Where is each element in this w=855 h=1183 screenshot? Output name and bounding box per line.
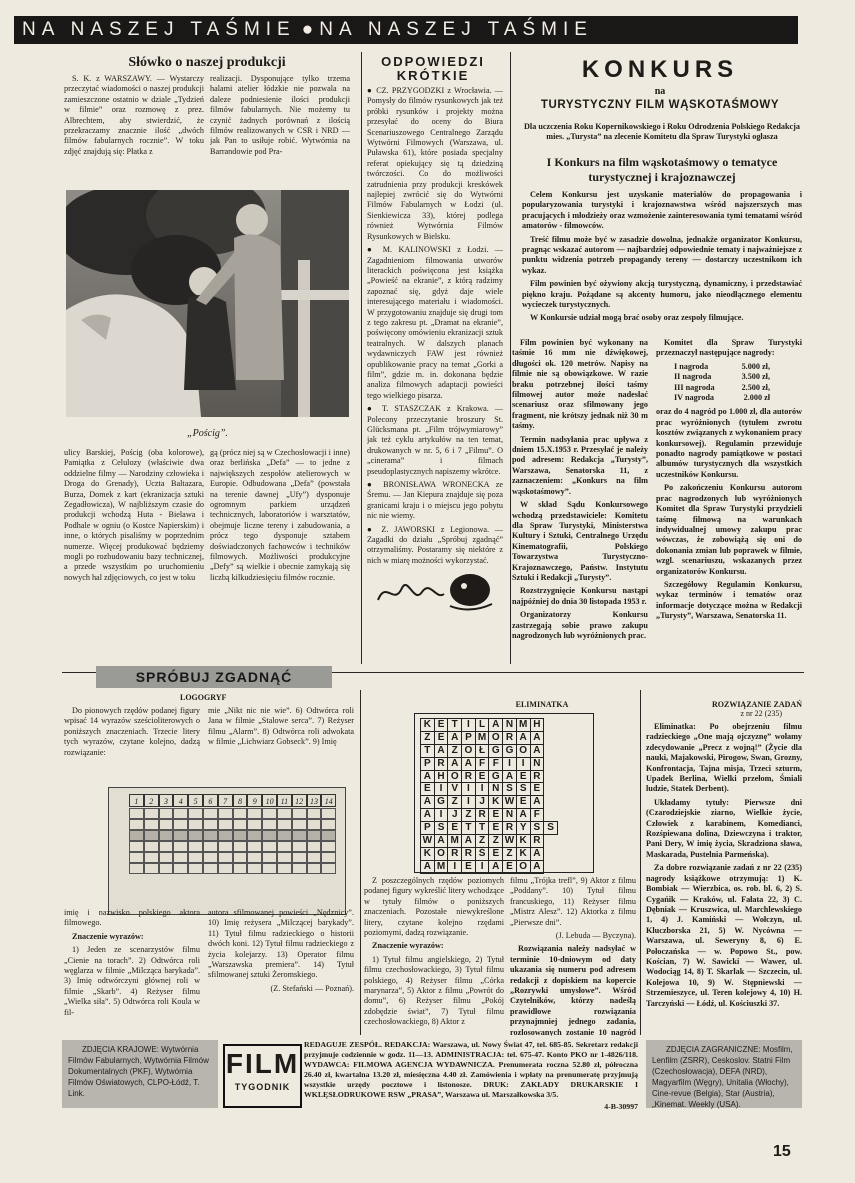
eliminatka-cell: A <box>421 796 435 809</box>
eliminatka-cell: A <box>530 860 544 873</box>
solutions-text: Za dobre rozwiązanie zadań z nr 22 (235) nagrody książkowe otrzymują: 1) K. Bombiak — Wierzbica, os. rob. bl. 6, 2) S. Cygańik — Kraków, ul. Fałata 22, 3) C. Dębniak — Kruszwica, ul. Marchlewskiego 1, 4) J. Kamiński — Wołczyn, ul. Kluczborska 21, 5) W. Nycówna — Warszawa, ul. Seweryny 8, 6) E. Połoczańska — w. Popowo St., pow. Kościan, 7) W. Sawicki — Wawer, ul. Wodociąg 14, 8) T. Skarlak — Szczecin, ul. Kolejowa 10, 9) W. Stępniewski — Strzemieszyce, ul. Teren kolejowy 4, 10) H. Tarczyński — Łódź, ul. Kościuszki 37. <box>646 863 802 1008</box>
eliminatka-cell: N <box>503 719 517 732</box>
eliminatka-cell: G <box>434 796 448 809</box>
grid-number: 10 <box>262 794 277 807</box>
eliminatka-cell: I <box>462 796 476 809</box>
contest-paragraph: Organizatorzy Konkursu zastrzegają sobie prawo zakupu nagrodzonych lub wyróżnionych prac. <box>512 610 648 640</box>
eliminatka-cell: I <box>434 783 448 796</box>
slowko-col-2 <box>210 74 350 186</box>
eliminatka-cell: Y <box>516 822 530 835</box>
logogriph-col-4 <box>208 908 354 1036</box>
eliminatka-cell: W <box>503 796 517 809</box>
logogriph-text: Do pionowych rzędów podanej figury wpisać 14 wyrazów sześcioliterowych o poniższych znaczeniach. Trzecie litery tych wyrazów, czytane kolejno, dadzą rozwiązanie: <box>64 706 200 757</box>
eliminatka-cell: J <box>448 809 462 822</box>
eliminatka-cell: L <box>475 719 489 732</box>
eliminatka-cell: F <box>530 809 544 822</box>
prize-amount: 2.000 zł <box>743 393 770 403</box>
eliminatka-cell: E <box>489 809 503 822</box>
logogriph-text: 1) Jeden ze scenarzystów filmu „Cienie na torach”. 2) Odtwórca roli węglarza w filmie „Milcząca barykada”. 3) Imię odtwórczyni głównej roli w filmie „Skarb”. 4) Reżyser filmu „Wielka siła”. 5) Odtwórca roli Koula w fil- <box>64 945 200 1017</box>
eliminatka-cell: E <box>462 860 476 873</box>
eliminatka-cell: G <box>489 744 503 757</box>
eliminatka-cell: O <box>489 731 503 744</box>
prize-amount: 5.000 zł, <box>741 361 770 371</box>
banner-left: NA NASZEJ TAŚMIE <box>22 19 296 40</box>
eliminatka-author: (J. Lebuda — Byczyna). <box>555 931 636 941</box>
eliminatka-cell: A <box>516 809 530 822</box>
eliminatka-cell: E <box>421 783 435 796</box>
eliminatka-grid <box>420 718 558 874</box>
eliminatka-row <box>421 847 558 860</box>
banner-separator: ● <box>301 19 314 40</box>
answers-title-line-1: ODPOWIEDZI <box>381 54 485 69</box>
eliminatka-cell: E <box>448 822 462 835</box>
eliminatka-cell: O <box>516 860 530 873</box>
eliminatka-cell: K <box>516 847 530 860</box>
eliminatka-row <box>421 757 558 770</box>
column-divider <box>361 52 362 664</box>
eliminatka-cell: R <box>462 847 476 860</box>
eliminatka-cell: E <box>475 770 489 783</box>
photo-caption: „Pościg”. <box>187 428 228 439</box>
eliminatka-cell: F <box>475 757 489 770</box>
eliminatka-cell: Z <box>489 835 503 848</box>
eliminatka-cell: W <box>503 835 517 848</box>
eliminatka-cell: E <box>489 822 503 835</box>
eliminatka-cell: M <box>434 860 448 873</box>
photo-illustration <box>66 190 349 417</box>
eliminatka-row <box>421 822 558 835</box>
eliminatka-cell: P <box>462 731 476 744</box>
eliminatka-cell: O <box>462 744 476 757</box>
column-divider <box>360 690 361 1035</box>
eliminatka-row <box>421 783 558 796</box>
eliminatka-cell: S <box>434 822 448 835</box>
grid-row <box>129 808 336 819</box>
eliminatka-cell: A <box>503 770 517 783</box>
grid-row <box>129 841 336 852</box>
slowko-paragraph: realizacji. Dysponujące tylko trzema halami atelier łódzkie nie pozwala na daleze podniesienie ilości produkcji filmów fabularnych. Nie możemy tu czynić żadnych porównań z ilością filmów realizowanych w CSR i NRD — jak Pan to usiłuje robić. Wytwórnia na Barrandowie pod Pra- <box>210 74 350 156</box>
eliminatka-cell: H <box>434 770 448 783</box>
eliminatka-cell: K <box>489 796 503 809</box>
eliminatka-cell: G <box>489 770 503 783</box>
answers-title-line-2: KRÓTKIE <box>396 68 470 83</box>
contest-paragraph: Treść filmu może być w zasadzie dowolna, jednakże organizator Konkursu, pragnąc wskazać autorom — najbardziej odpowiednie tematy i najważniejsze z punktu widzenia potrzeb propagandy tereny — dostarczy uczestnikom ich wykaz. <box>522 234 802 275</box>
column-divider <box>640 690 641 1035</box>
eliminatka-cell: R <box>434 757 448 770</box>
eliminatka-text: Rozwiązania należy nadsyłać w terminie 10-dniowym od daty ukazania się numeru pod adresem redakcji z dopiskiem na kopercie „Rozrywki umysłowe”. Wśród Czytelników, którzy nadeślą prawidłowe rozwiązania przynajmniej jednego zadania, rozlosowanych zostanie 10 nagród <box>510 944 636 1036</box>
eliminatka-cell: E <box>434 731 448 744</box>
eliminatka-cell: Z <box>421 731 435 744</box>
eliminatka-cell: A <box>421 809 435 822</box>
eliminatka-cell: A <box>421 770 435 783</box>
answers-column <box>367 86 503 641</box>
logogriph-text: mie „Nikt nic nie wie”. 6) Odtwórca roli Jana w filmie „Stalowe serca”. 7) Reżyser filmu „Alarm”. 8) Odtwórca roli adwokata w filmie „Lichwiarz Gobseck”. 9) Imię <box>208 706 354 747</box>
eliminatka-cell: A <box>530 744 544 757</box>
eliminatka-row <box>421 835 558 848</box>
eliminatka-cell: T <box>475 822 489 835</box>
eliminatka-cell: E <box>516 796 530 809</box>
contest-paragraph: Po zakończeniu Konkursu autorom prac nagrodzonych lub wyróżnionych Komitet dla Spraw Turystyki przydzieli taśmę filmową na warunkach indywidualnej umowy zakupu prac wówczas, że zobowiążą się oni do dokonania zmian lub poprawek w filmie, wzgl. scenariuszu, wskazanych przez organizatorów Konkursu. <box>656 483 802 576</box>
eliminatka-text: filmu „Trójka trefl”, 9) Aktor z filmu „Poddany”. 10) Tytuł filmu francuskiego, 11) Reżyser filmu „Mistrz Alesz”. 12) Aktorka z filmu „Pierwsze dni”. <box>510 876 636 927</box>
slowko-paragraph: gą (prócz niej są w Czechosłowacji i inne) oraz berlińska „Defa” — to jedne z największych zespołów atelierowych w Europie. Odbudowana „Defa” (powstała na terenie dawnej „Ufy”) dysponuje ogromnym parkiem urządzeń technicznych, laboratoriów i warsztatów, obejmuje liczne tereny i zabudowania, a prócz tego dysponuje sztabem doświadczonych fachowców i techników filmowych. Możliwości produkcyjne „Defy” są wielkie i obecnie zamykają się liczbą kilkudziesięciu filmów rocznie. <box>210 448 350 582</box>
eliminatka-cell: S <box>530 822 544 835</box>
eliminatka-cell: O <box>448 770 462 783</box>
eliminatka-cell: G <box>503 744 517 757</box>
logogriph-col-1 <box>64 706 200 786</box>
answer-item: ● M. KALINOWSKI z Łodzi. — Zagadnieniom filmowania utworów literackich poświęcona jest książka „Powieść na ekranie”, z którą radzimy zapoznać się, gdyż daje wiele interesującego materiału i wiadomości. W przygotowaniu znajduje się drugi tom z tego zakresu pt. „Dramat na ekranie”, poświęcony omówieniu ekranizacji sztuk teatralnych. W dalszych planach wydawniczych FAW jest również opublikowanie pracy na temat „Gorki a film”, gdzie m. in. dokonana będzie analiza filmowych adaptacji powieści tego wielkiego pisarza. <box>367 245 503 400</box>
eliminatka-cell: A <box>489 860 503 873</box>
grid-row <box>129 863 336 874</box>
grid-number: 14 <box>321 794 336 807</box>
eliminatka-cell: J <box>475 796 489 809</box>
imprint-text: REDAGUJE ZESPÓŁ. REDAKCJA: Warszawa, ul. Nowy Świat 47, tel. 685-85. Sekretarz redakcji przyjmuje codziennie w godz. 11—13. ADMINISTRACJA: tel. 675-47. Konto PKO nr 1-4826/118. WYDAWCA: FILMOWA AGENCJA WYDAWNICZA. Prenumerata roczna 52.80 zł, półroczna 26.40 zł, kwartalna 13.20 zł, miesięczna 4.40 zł. Zamówienia i wpłaty na prenumeratę przyjmują wszystkie urzędy pocztowe i listonosze. DRUK: ZAKŁADY DRUKARSKIE I WKLĘSŁODRUKOWE RSW „PRASA”, Warszawa ul. Marszałkowska 3/5. <box>304 1040 638 1099</box>
eliminatka-cell: I <box>448 860 462 873</box>
eliminatka-cell: P <box>421 757 435 770</box>
eliminatka-cell: R <box>462 770 476 783</box>
banner-right: NA NASZEJ TAŚMIE <box>319 19 593 40</box>
prize-name: IV nagroda <box>674 393 714 403</box>
eliminatka-cell: E <box>516 770 530 783</box>
eliminatka-text: 1) Tytuł filmu angielskiego, 2) Tytuł filmu czechosłowackiego, 3) Tytuł filmu polskiego, 4) Reżyser filmu „Córka marynarza”, 5) Aktor z filmu „Powrót do domu”, 6) Reżyser filmu „Pokój zdobędzie świat”, 7) Tytuł filmu czechosłowackiego, 8) Aktor z <box>364 954 504 1027</box>
contest-title: KONKURS <box>581 56 739 83</box>
grid-row-solution <box>129 830 336 841</box>
eliminatka-cell: S <box>503 783 517 796</box>
grid-number: 2 <box>144 794 159 807</box>
grid-row <box>129 819 336 830</box>
contest-paragraph: Rozstrzygnięcie Konkursu nastąpi najpóźniej do dnia 30 listopada 1953 r. <box>512 586 648 606</box>
contest-body <box>522 190 802 336</box>
eliminatka-row <box>421 860 558 873</box>
contest-paragraph: W skład Sądu Konkursowego wchodzą przedstawiciele: Komitetu dla Spraw Turystyki, Ministerstwa Kultury i Sztuki, Centralnego Urzędu Kinematografii, Polskiego Towarzystwa Turystyczno-Krajoznawczego, Państw. Instytutu Sztuki i Redakcji „Turysty”. <box>512 500 648 582</box>
answer-item: ● Z. JAWORSKI z Legionowa. — Zagadki do działu „Spróbuj zgadnąć” otrzymaliśmy. Postaramy się niektóre z nich w miarę możności wykorzystać. <box>367 524 503 565</box>
grid-number: 4 <box>173 794 188 807</box>
solutions-text: Eliminatka: Po obejrzeniu filmu radzieckiego „One mają ojczyznę” wołamy zdecydowanie „Precz z wojną!” (Życie dla nauki, Majakowski, Pirogow, Swan, Grozny, Konfrontacja, Tajna misja, Trzeci szturm, Upadek Berlina, Wielki przełom, Śmiali ludzie, Statek Derbent). <box>646 722 802 794</box>
prize-row <box>674 362 770 372</box>
imprint-code: 4-B-30997 <box>604 1102 638 1112</box>
film-masthead-logo <box>223 1044 302 1108</box>
eliminatka-cell: A <box>434 835 448 848</box>
prize-name: II nagroda <box>674 372 712 382</box>
eliminatka-cell: A <box>516 731 530 744</box>
eliminatka-cell: R <box>475 809 489 822</box>
contest-title-film: TURYSTYCZNY FILM WĄSKOTAŚMOWY <box>540 99 780 111</box>
eliminatka-cell: I <box>462 719 476 732</box>
masthead-word: FILM <box>225 1048 300 1079</box>
logogriph-author: (Z. Stefański — Poznań). <box>270 983 354 993</box>
contest-paragraph: W Konkursie udział mogą brać osoby oraz zespoły filmujące. <box>530 313 744 323</box>
prize-row <box>674 393 770 403</box>
eliminatka-title: ELIMINATKA <box>515 700 569 709</box>
footer-foreign-credits: ZDJĘCIA ZAGRANICZNE: Mosfilm, Lenfilm (ZSRR), Ceskoslov. Statni Film (Czechosłowacja), DEFA (NRD), Magyarfilm (Węgry), Unitalia (Włochy), Cine-revue (Belgia), Star (Austria), „Kinemat. Weekly (USA). <box>652 1045 793 1109</box>
grid-number: 9 <box>247 794 262 807</box>
eliminatka-cell: I <box>475 860 489 873</box>
eliminatka-cell: Z <box>448 744 462 757</box>
eliminatka-row <box>421 731 558 744</box>
eliminatka-cell: A <box>448 731 462 744</box>
eliminatka-cell: E <box>530 783 544 796</box>
top-banner <box>14 16 798 44</box>
contest-paragraph: Film powinien być ożywiony akcją turystyczną, dynamiczny, i przedstawiać piękno kraju. Pożądane są akcenty humoru, jako nieodłącznego elementu wycieczek turystycznych. <box>522 279 802 310</box>
grid-number: 12 <box>292 794 307 807</box>
eliminatka-cell: S <box>544 822 558 835</box>
eliminatka-cell: Z <box>462 809 476 822</box>
eliminatka-cell: K <box>421 847 435 860</box>
prize-amount: 3.500 zł, <box>741 372 770 382</box>
eliminatka-cell: N <box>503 809 517 822</box>
footer-left-box <box>62 1040 218 1108</box>
eliminatka-cell: A <box>462 835 476 848</box>
grid-row <box>129 852 336 863</box>
solutions-text: Układamy tytuły: Pierwsze dni (Czarodziejskie ziarno, Wielkie życie, Człowiek z karabinem, Komedianci, Rozśpiewana dolina, Dziewczyna i traktor, Pani Dery, W imię życia, Skradziona sława, Maskarada, Pustelnia Parmeńska). <box>646 797 802 859</box>
eliminatka-cell: I <box>434 809 448 822</box>
contest-paragraph: Komitet dla Spraw Turystyki przeznaczył następujące nagrody: <box>656 338 802 358</box>
prize-row <box>674 372 770 382</box>
eliminatka-cell: Z <box>503 847 517 860</box>
eliminatka-cell: W <box>421 835 435 848</box>
grid-number: 13 <box>307 794 322 807</box>
contest-col-left <box>512 338 648 668</box>
grid-number: 6 <box>203 794 218 807</box>
eliminatka-cell: S <box>516 783 530 796</box>
eliminatka-cell: M <box>448 835 462 848</box>
eliminatka-cell: R <box>503 822 517 835</box>
eliminatka-cell: I <box>503 757 517 770</box>
eliminatka-text: Znaczenie wyrazów: <box>372 941 444 951</box>
slowko-paragraph: ulicy Barskiej, Pościg (oba kolorowe), Pamiątka z Celulozy (właściwie dwa oddzielne filmy — Narodziny człowieka i Droga do Grenady), Uczta Baltazara, Burza, Domek z kart (ekranizacja sztuki Zegadłowicza), W najbliższym czasie do produkcji wchodzą Huta - Bielawa i Podhale w ogniu (o Kostce Napierskim) i inne, o których pisaliśmy w poprzednim numerze. Więcej produkować będziemy mogli po rozbudowaniu bazy technicznej, a przede wszystkim po uruchomieniu nowych hal zdjęciowych, co jest w toku <box>64 448 204 582</box>
prize-amount: 2.500 zł, <box>741 382 770 392</box>
eliminatka-cell: O <box>434 847 448 860</box>
contest-title-na: na <box>654 86 666 97</box>
eliminatka-cell: O <box>516 744 530 757</box>
eliminatka-cell: R <box>503 731 517 744</box>
solutions-subtitle: z nr 22 (235) <box>740 709 782 718</box>
logogriph-grid <box>108 787 346 915</box>
eliminatka-cell: T <box>462 822 476 835</box>
answers-title <box>368 55 498 83</box>
prize-name: III nagroda <box>674 382 715 392</box>
eliminatka-cell: Z <box>448 796 462 809</box>
prize-row <box>674 383 770 393</box>
logogriph-col-2 <box>208 706 354 786</box>
footer-domestic-credits: ZDJĘCIA KRAJOWE: Wytwórnia Filmów Fabularnych, Wytwórnia Filmów Dokumentalnych (PKF), Wytwórnia Filmów Oświatowych, CLPO-Łódź, T. Link. <box>68 1045 209 1098</box>
eliminatka-cell: A <box>448 757 462 770</box>
page-number: 15 <box>773 1143 791 1160</box>
contest-col-right <box>656 338 802 668</box>
eliminatka-row <box>421 770 558 783</box>
contest-paragraph: Szczegółowy Regulamin Konkursu, wykaz terminów i tematów oraz informacje dotyczące można w Redakcji „Turysty”, Warszawa, Senatorska 11. <box>656 579 802 621</box>
eliminatka-cell: E <box>503 860 517 873</box>
eliminatka-cell: Š <box>475 847 489 860</box>
eliminatka-cell: K <box>421 719 435 732</box>
eliminatka-cell: T <box>448 719 462 732</box>
eliminatka-cell: N <box>530 757 544 770</box>
eliminatka-cell: T <box>421 744 435 757</box>
eliminatka-cell: A <box>462 757 476 770</box>
contest-intro <box>522 122 802 154</box>
eliminatka-cell: Z <box>475 835 489 848</box>
prize-list <box>674 362 802 404</box>
eliminatka-cell: M <box>475 731 489 744</box>
contest-paragraph: Film powinien być wykonany na taśmie 16 mm nie dźwiękowej, długości ok. 120 metrów. Napisy na filmie nie są obowiązkowe. W razie braku potrzebnej ilości taśmy filmowej autor może nadesłać scenariusz oraz sfilmowany jego fragment, nie krótszy jednak niż 30 m taśmy. <box>512 338 648 431</box>
footer-right-box <box>646 1040 802 1108</box>
logogriph-text: Znaczenie wyrazów: <box>72 931 144 941</box>
eliminatka-cell: M <box>516 719 530 732</box>
eliminatka-row <box>421 744 558 757</box>
logogriph-text: imię i nazwisko polskiego aktora filmowego. <box>64 908 200 928</box>
logogriph-col-3 <box>64 908 200 1036</box>
column-divider <box>510 52 511 664</box>
eliminatka-cell: V <box>448 783 462 796</box>
eliminatka-cell: A <box>530 796 544 809</box>
eliminatka-cell: F <box>489 757 503 770</box>
contest-paragraph: Celem Konkursu jest uzyskanie materiałów do propagowania i popularyzowania turystyki i krajoznawstwa wśród najszerszych mas pracujących i młodzieży oraz wzmożenie zainteresowania tymi tematami wśród amatorów - filmowców. <box>522 190 802 231</box>
masthead-subtitle: TYGODNIK <box>234 1082 291 1092</box>
slowko-col-4 <box>210 448 350 676</box>
eliminatka-cell: I <box>462 783 476 796</box>
eliminatka-cell: A <box>489 719 503 732</box>
eliminatka-cell: Ł <box>475 744 489 757</box>
grid-number: 8 <box>233 794 248 807</box>
grid-numbers <box>129 794 336 807</box>
eliminatka-cell: K <box>516 835 530 848</box>
puzzle-section-title: SPRÓBUJ ZGADNĄĆ <box>96 666 332 688</box>
eliminatka-cell: H <box>530 719 544 732</box>
eliminatka-cell: A <box>434 744 448 757</box>
answer-item: ● T. STASZCZAK z Krakowa. — Polecony przeczytanie broszury St. Glücksmana pt. „Film trójwymiarowy” jak też cyklu artykułów na ten temat, drukowanych w nr. 5, 6 i 7 „Filmu”. O „cinerama” i filmach pseudoplastycznych napiszemy wkrótce. <box>367 404 503 476</box>
slowko-col-1 <box>64 74 204 186</box>
contest-subtitle: I Konkurs na film wąskotaśmowy o tematyce turystycznej i krajoznawczej <box>546 155 778 184</box>
eliminatka-row <box>421 719 558 732</box>
eliminatka-cell: A <box>421 860 435 873</box>
eliminatka-row <box>421 796 558 809</box>
slowko-paragraph: S. K. z WARSZAWY. — Wystarczy przeczytać wiadomości o naszej produkcji zamieszczone ostatnio w dziale „Tydzień w filmie” oraz rozmowę z prez. Albrechtem, aby stwierdzić, że przekraczamy znacznie ilość „dwóch filmów fabularnych rocznie”. W toku zdjęć znajdują się: Płatka z <box>64 74 204 156</box>
grid-number: 3 <box>159 794 174 807</box>
eliminatka-cell: E <box>489 847 503 860</box>
eliminatka-cell: R <box>530 770 544 783</box>
eliminatka-text: Z poszczególnych rzędów poziomych podanej figury wykreślić litery wchodzące w tytuły filmów o poniższych znaczeniach. Pozostałe niewykreślone litery, czytane kolejno rzędami poziomymi, dadzą rozwiązanie. <box>364 876 504 938</box>
solutions-title-line: ROZWIĄZANIE ZADAŃ <box>711 700 802 709</box>
logogriph-title: LOGOGRYF <box>180 693 227 702</box>
grid-number: 11 <box>277 794 292 807</box>
film-still-photo <box>66 190 349 417</box>
answer-item: ● CZ. PRZYGODZKI z Wrocławia. — Pomysły do filmów rysunkowych jak też próbki rysunków i projekty można przesyłać do oceny do Biura Scenariuszowego Centralnego Zarządu Wytwórni Filmowych (Warszawa, ul. Puławska 61), które posiada specjalny referat opiekujący się tą dziedziną twórczości. Co do możliwości zatrudnienia przy produkcji kreskówek najlepiej zwrócić się do Wytwórni Filmów Fabularnych w Łodzi (ul. Sienkiewicza 33), której podlega również Wytwórnia Filmów Rysunkowych w Bielsku. <box>367 86 503 241</box>
eliminatka-cell: P <box>421 822 435 835</box>
grid-number: 7 <box>218 794 233 807</box>
eliminatka-col-2 <box>510 876 636 1036</box>
grid-number: 1 <box>129 794 144 807</box>
contest-intro-text: Dla uczczenia Roku Kopernikowskiego i Roku Odrodzenia Polskiego Redakcja mies. „Turysta” na zlecenie Komitetu dla Spraw Turystyki ogłasza <box>524 122 800 142</box>
eliminatka-cell: I <box>475 783 489 796</box>
eliminatka-cell: I <box>516 757 530 770</box>
eliminatka-col-1 <box>364 876 504 1036</box>
prize-name: I nagroda <box>674 361 709 371</box>
eliminatka-row <box>421 809 558 822</box>
contest-paragraph: Termin nadsyłania prac upływa z dniem 15.X.1953 r. Przesyłać je należy pod adresem: Redakcja „Turysty”, Warszawa, Senatorska 11, z zaznaczeniem: „Konkurs na film wąskotaśmowy”. <box>512 434 648 496</box>
contest-paragraph: oraz do 4 nagród po 1.000 zł, dla autorów prac wyróżnionych (tytułem zwrotu kosztów związanych z wykonaniem pracy konkursowej). Regulamin przewiduje ponadto nagrody pamiątkowe w postaci albumów turystycznych dla wszystkich uczestników Konkursu. <box>656 407 802 479</box>
solutions-title <box>640 700 802 718</box>
signature-drawing <box>372 566 500 614</box>
article-title-slowko: Słówko o naszej produkcji <box>128 55 286 70</box>
eliminatka-cell: N <box>489 783 503 796</box>
grid-number: 5 <box>188 794 203 807</box>
footer-imprint <box>304 1040 638 1112</box>
answer-item: ● BRONISŁAWA WRONECKA ze Śremu. — Jan Kiepura znajduje się poza granicami kraju i o miejscu jego pobytu nic nie wiemy. <box>367 480 503 521</box>
eliminatka-cell: R <box>448 847 462 860</box>
eliminatka-cell: A <box>530 731 544 744</box>
eliminatka-cell: A <box>530 847 544 860</box>
eliminatka-cell: R <box>530 835 544 848</box>
slowko-col-3 <box>64 448 204 676</box>
logogriph-text: autora sfilmowanej powieści „Nędznicy”. 10) Imię reżysera „Milczącej barykady”. 11) Tytuł filmu radzieckiego o historii dwóch koni. 12) Tytuł filmu radzieckiego z życia kolejarzy. 13) Operator filmu „Warszawska premiera”. 14) Tytuł sfilmowanej sztuki Żeromskiego. <box>208 908 354 980</box>
solutions-column <box>646 722 802 1038</box>
eliminatka-cell: E <box>434 719 448 732</box>
